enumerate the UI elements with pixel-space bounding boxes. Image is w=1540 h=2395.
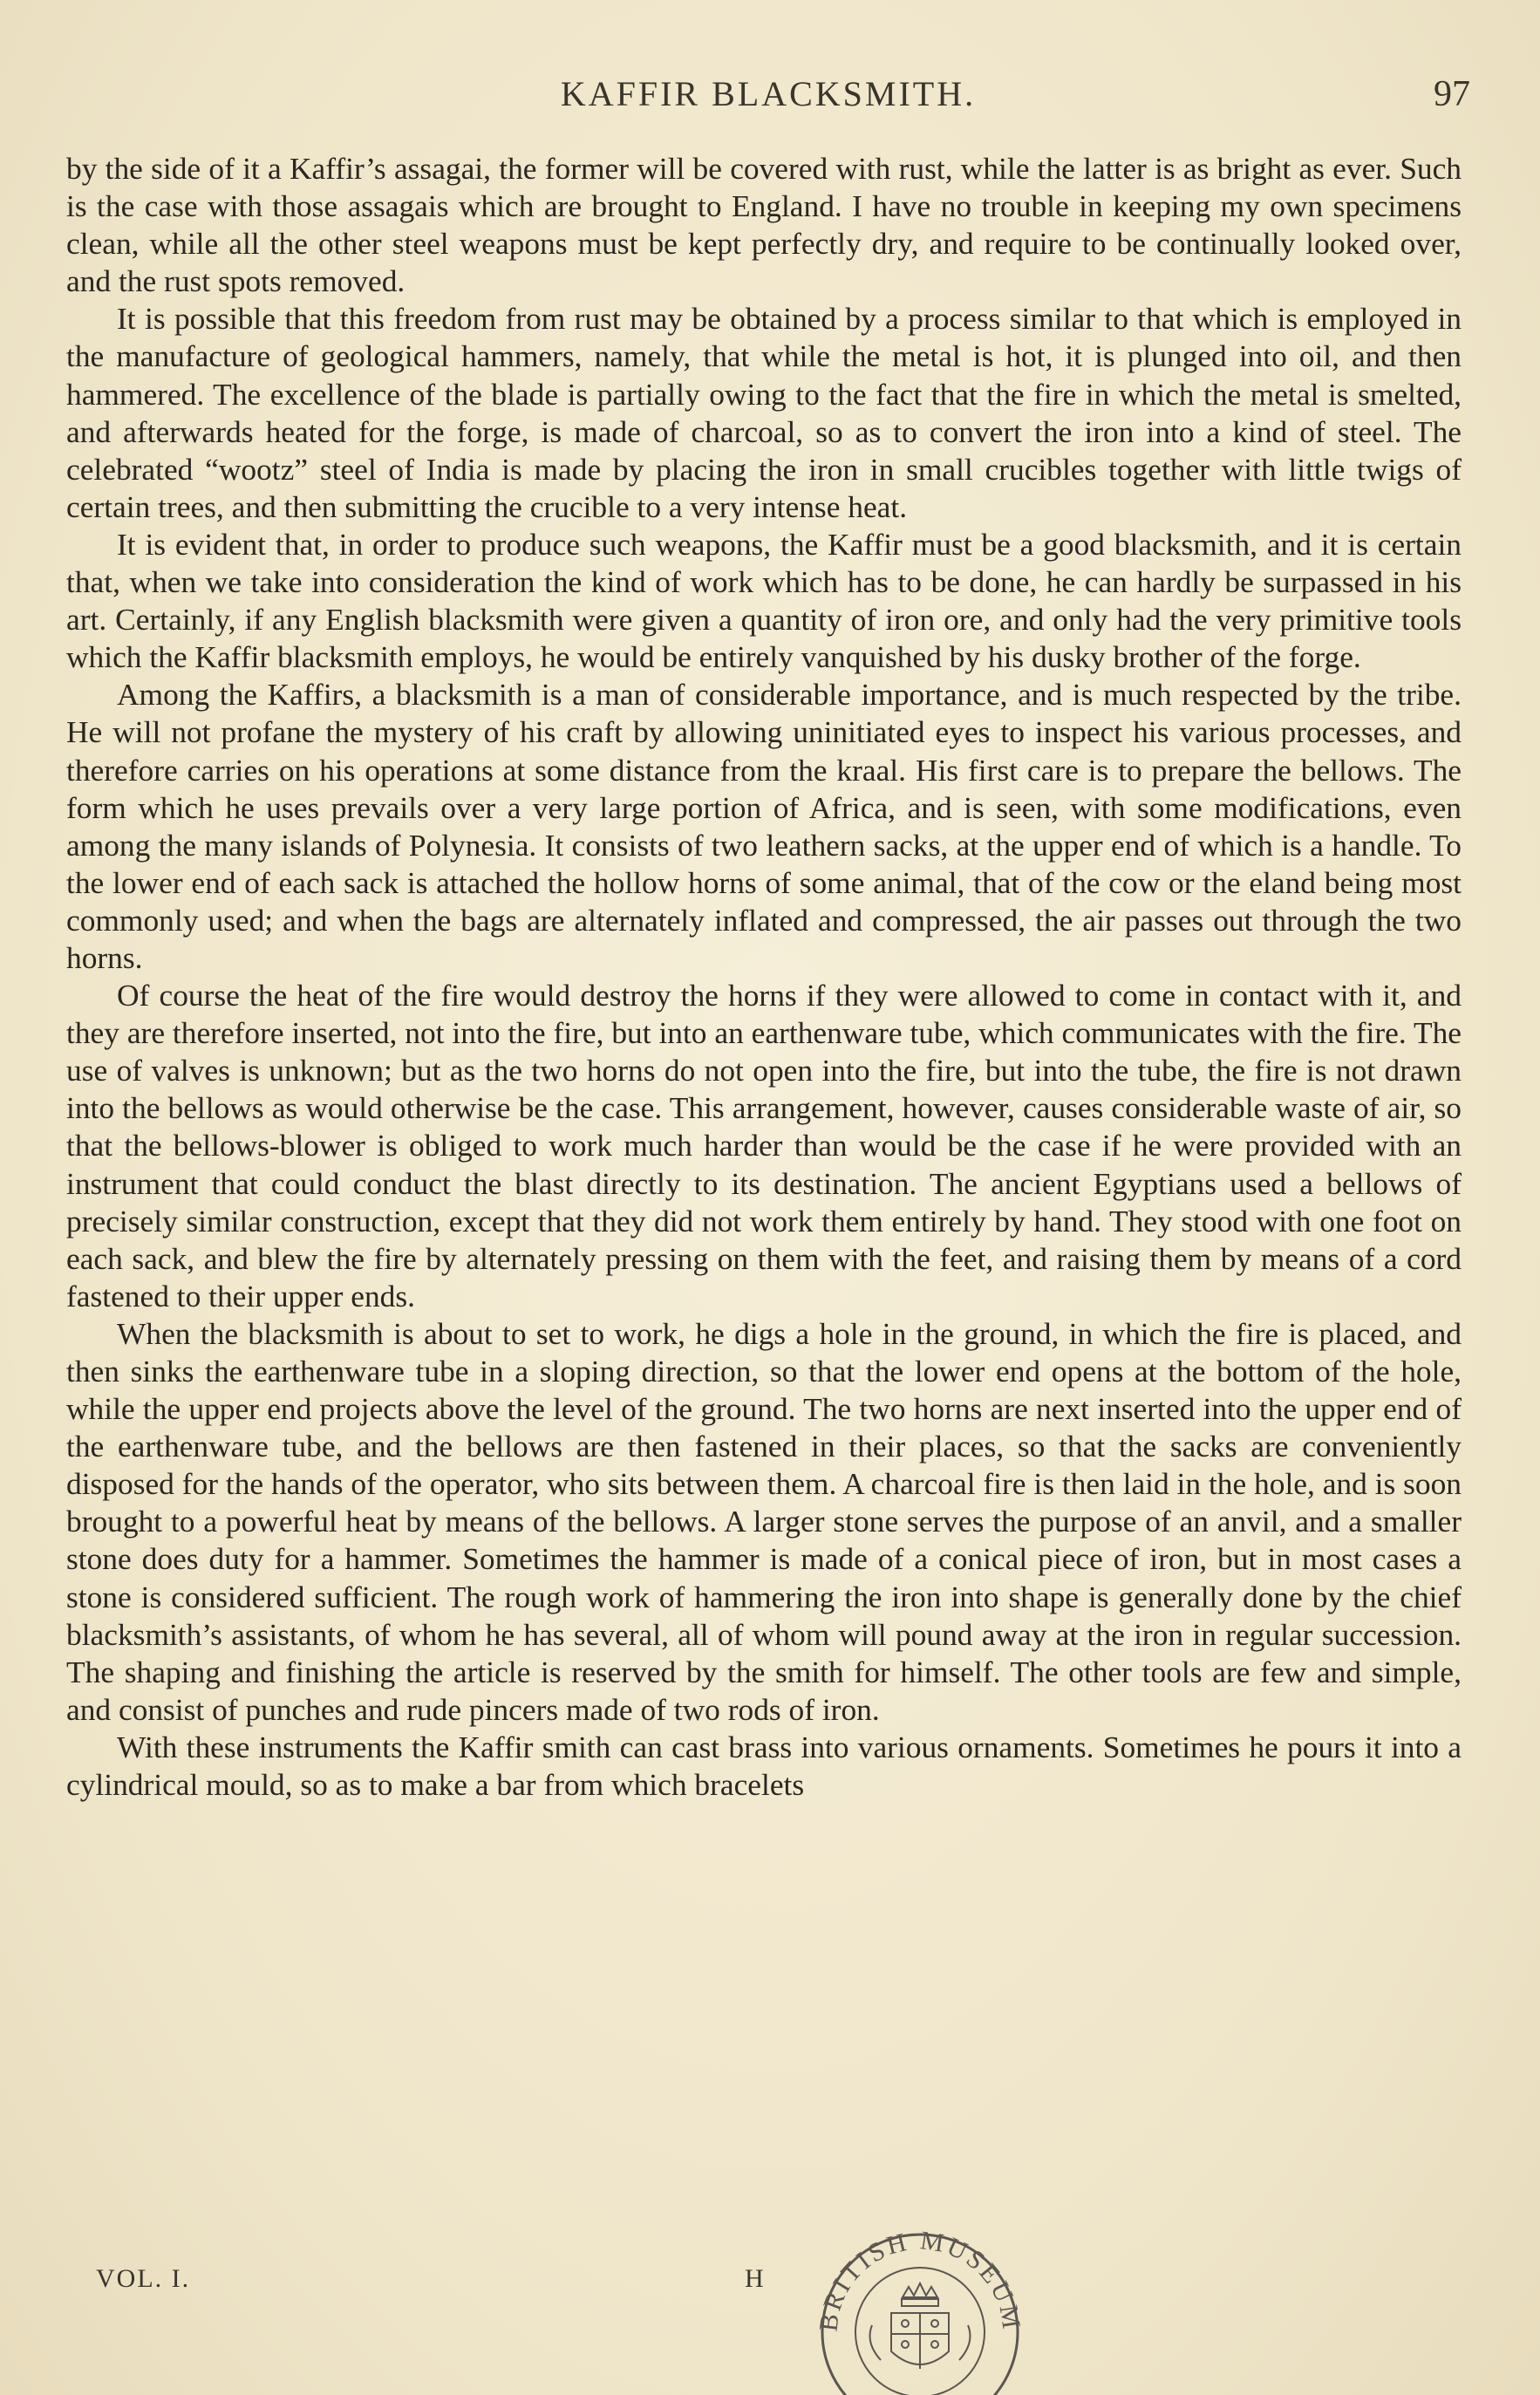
volume-label: VOL. I. — [96, 2264, 191, 2293]
page-number: 97 — [1434, 74, 1470, 114]
paragraph-1: by the side of it a Kaffir’s assagai, the former will be covered with rust, while the latter is as bright as ever. Such is the case with those assagais which are brought to England. I have no trouble in keeping my own specimens clean, while all the other steel weapons must be kept perfectly dry, and require to be continually looked over, and the rust spots removed. — [66, 151, 1462, 299]
paragraph-2: It is possible that this freedom from rust may be obtained by a process similar to that which is employed in the manufacture of geological hammers, namely, that while the metal is hot, it is plunged into oil, and then hammered. The excellence of the blade is partially owing to the fact that the fire in which the metal is smelted, and afterwards heated for the forge, is made of charcoal, so as to convert the iron into a kind of steel. The celebrated “wootz” steel of India is made by placing the iron in small crucibles together with little twigs of certain trees, and then submitting the crucible to a very intense heat. — [66, 301, 1462, 524]
stamp-label: BRITISH MUSEUM — [814, 2229, 1026, 2334]
paragraph-7: With these instruments the Kaffir smith can cast brass into various ornaments. Sometimes he pours it into a cylindrical mould, so as to make a bar from which bracelets — [66, 1729, 1462, 1803]
body-text — [66, 150, 1462, 1804]
paragraph-3: It is evident that, in order to produce such weapons, the Kaffir must be a good blacksmith, and it is certain that, when we take into consideration the kind of work which has to be done, he can hardly be surpassed in his art. Certainly, if any English blacksmith were given a quantity of iron ore, and only had the very primitive tools which the Kaffir blacksmith employs, he would be entirely vanquished by his dusky brother of the forge. — [66, 526, 1462, 675]
page-footer — [96, 2264, 1456, 2308]
paragraph-5: Of course the heat of the fire would destroy the horns if they were allowed to come in contact with it, and they are therefore inserted, not into the fire, but into an earthenware tube, which communicates with the fire. The use of valves is unknown; but as the two horns do not open into the fire, but into the tube, the fire is not drawn into the bellows as would otherwise be the case. This arrangement, however, causes considerable waste of air, so that the bellows-blower is obliged to work much harder than would be the case if he were provided with an instrument that could conduct the blast directly to its destination. The ancient Egyptians used a bellows of precisely similar construction, except that they did not work them entirely by hand. They stood with one foot on each sack, and blew the fire by alternately pressing on them with the feet, and raising them by means of a cord fastened to their upper ends. — [66, 978, 1462, 1313]
running-head — [66, 73, 1470, 126]
stamp-seal-icon — [811, 2229, 1029, 2395]
british-museum-stamp — [811, 2229, 1029, 2395]
paragraph-4: Among the Kaffirs, a blacksmith is a man of considerable importance, and is much respected by the tribe. He will not profane the mystery of his craft by allowing uninitiated eyes to inspect his various processes, and therefore carries on his operations at some distance from the kraal. His first care is to prepare the bellows. The form which he uses prevails over a very large portion of Africa, and is seen, with some modifications, even among the many islands of Polynesia. It consists of two leathern sacks, at the upper end of which is a handle. To the lower end of each sack is attached the hollow horns of some animal, that of the cow or the eland being most commonly used; and when the bags are alternately inflated and compressed, the air passes out through the two horns. — [66, 677, 1462, 975]
paragraph-6: When the blacksmith is about to set to work, he digs a hole in the ground, in which the fire is placed, and then sinks the earthenware tube in a sloping direction, so that the lower end opens at the bottom of the hole, while the upper end projects above the level of the ground. The two horns are next inserted into the upper end of the earthenware tube, and the bellows are then fastened in their places, so that the sacks are conveniently disposed for the hands of the operator, who sits between them. A charcoal fire is then laid in the hole, and is soon brought to a powerful heat by means of the bellows. A larger stone serves the purpose of an anvil, and a smaller stone does duty for a hammer. Sometimes the hammer is made of a conical piece of iron, but in most cases a stone is considered sufficient. The rough work of hammering the iron into shape is generally done by the chief blacksmith’s assistants, of whom he has several, all of whom will pound away at the iron in regular succession. The shaping and finishing the article is reserved by the smith for himself. The other tools are few and simple, and consist of punches and rude pincers made of two rods of iron. — [66, 1315, 1462, 1727]
running-title: KAFFIR BLACKSMITH. — [560, 74, 977, 113]
signature-mark: H — [745, 2264, 766, 2293]
